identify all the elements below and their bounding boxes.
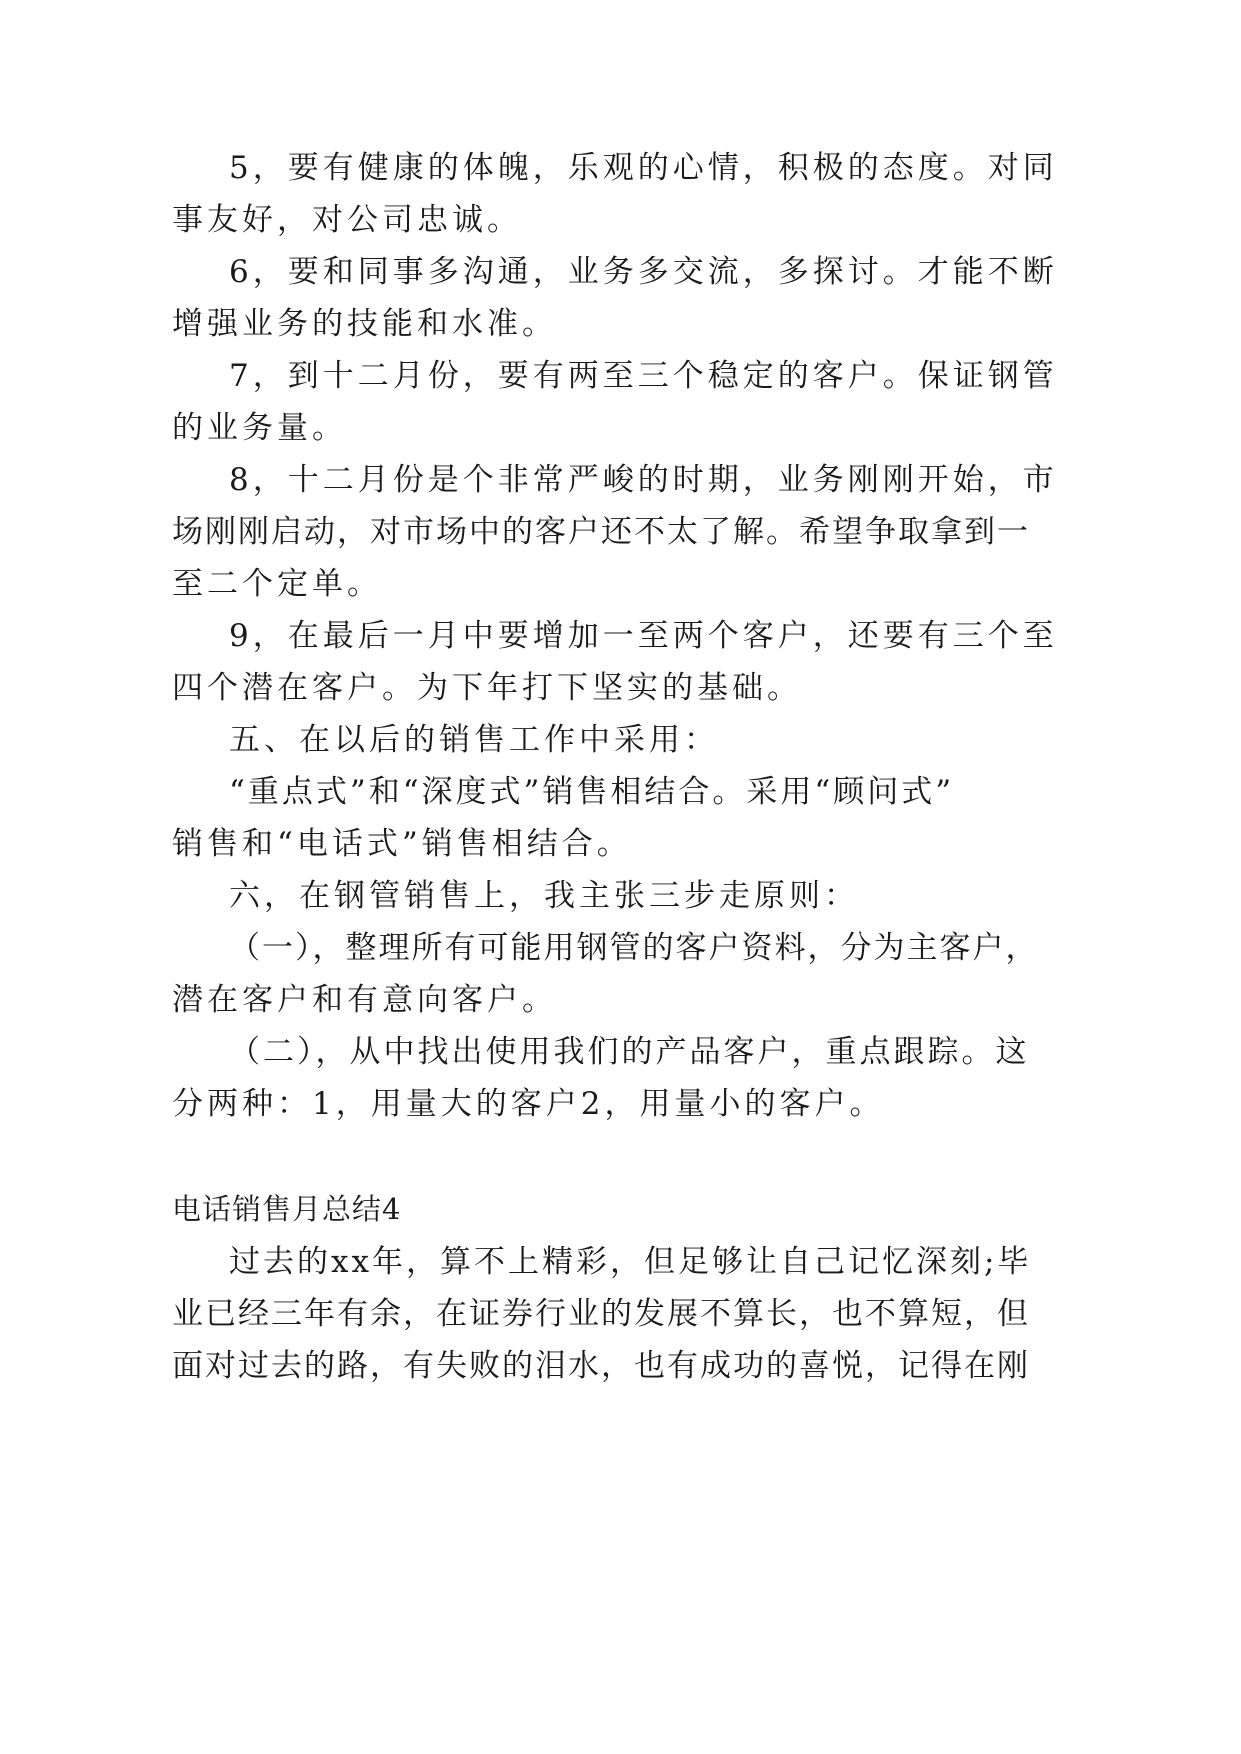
text-line: “重点式”和“深度式”销售相结合。采用“顾问式” xyxy=(229,774,955,810)
text-line: 场刚刚启动，对市场中的客户还不太了解。希望争取拿到一 xyxy=(172,514,1030,550)
text-line: 7，到十二月份，要有两至三个稳定的客户。保证钢管 xyxy=(229,358,1058,394)
text-line: 8，十二月份是个非常严峻的时期，业务刚刚开始，市 xyxy=(229,462,1058,498)
text-line: 业已经三年有余，在证券行业的发展不算长，也不算短，但 xyxy=(172,1296,1030,1332)
text-line: 事友好，对公司忠诚。 xyxy=(172,202,522,238)
text-line: （二），从中找出使用我们的产品客户，重点跟踪。这 xyxy=(229,1034,1030,1070)
text-line: （一），整理所有可能用钢管的客户资料，分为主客户， xyxy=(229,930,1039,966)
text-line: 6，要和同事多沟通，业务多交流，多探讨。才能不断 xyxy=(229,254,1058,290)
article-title: 电话销售月总结4 xyxy=(172,1192,402,1226)
section-heading: 六，在钢管销售上，我主张三步走原则： xyxy=(229,878,859,914)
section-heading: 五、在以后的销售工作中采用： xyxy=(229,722,719,758)
text-line: 潜在客户和有意向客户。 xyxy=(172,982,557,1018)
text-line: 面对过去的路，有失败的泪水，也有成功的喜悦，记得在刚 xyxy=(172,1348,1030,1384)
text-line: 四个潜在客户。为下年打下坚实的基础。 xyxy=(172,670,802,706)
text-line: 增强业务的技能和水准。 xyxy=(172,306,557,342)
text-line: 销售和“电话式”销售相结合。 xyxy=(172,826,632,862)
text-line: 分两种：1，用量大的客户2，用量小的客户。 xyxy=(172,1086,885,1122)
text-line: 5，要有健康的体魄，乐观的心情，积极的态度。对同 xyxy=(229,150,1058,186)
text-line: 的业务量。 xyxy=(172,410,347,446)
text-line: 至二个定单。 xyxy=(172,566,382,602)
text-line: 9，在最后一月中要增加一至两个客户，还要有三个至 xyxy=(229,618,1058,654)
text-line: 过去的xx年，算不上精彩，但足够让自己记忆深刻;毕 xyxy=(229,1244,1032,1280)
